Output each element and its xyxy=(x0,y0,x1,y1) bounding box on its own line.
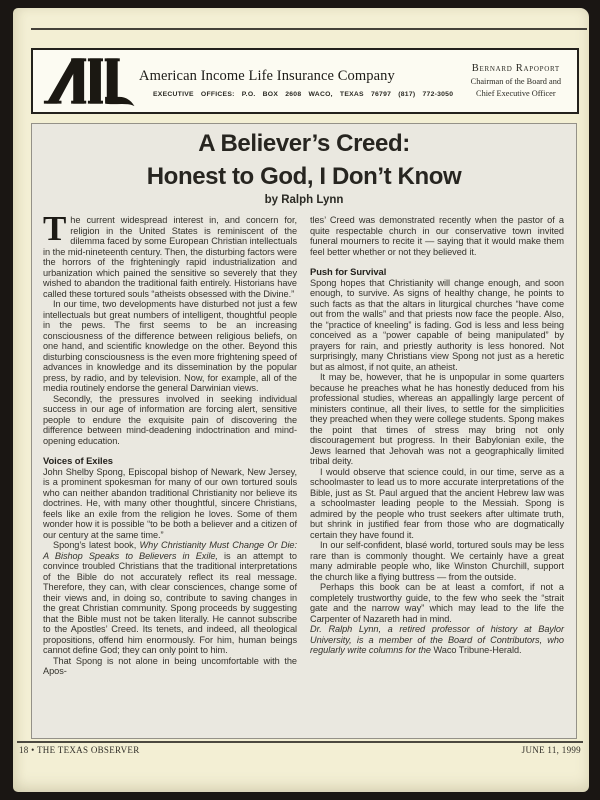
paragraph: I would observe that science could, in our time, serve as a schoolmaster to lead us to more accurate interpretations of the Bible, just as St. Paul argued that the ancient Hebrew law was a schoolmaster leading people to the Messiah. Spong is admired by the people who trust seekers after ultimate truth, but shrink in justified fear from those who are dogmatically certain they have found it. xyxy=(310,466,564,540)
paper-sheet xyxy=(13,8,589,792)
executive-name: Bernard Rapoport xyxy=(471,63,560,74)
letterhead xyxy=(31,48,579,114)
executive-title-line1: Chairman of the Board and xyxy=(470,76,561,86)
right-column xyxy=(310,215,564,677)
article-title-line1: A Believer’s Creed: xyxy=(198,130,410,157)
article xyxy=(31,123,577,739)
footer-rule xyxy=(17,741,583,743)
company-block xyxy=(139,68,453,98)
paragraph: John Shelby Spong, Episcopal bishop of Newark, New Jersey, is a prominent spokesman for many of our own tortured souls who can neither abandon traditional Christianity nor believe its doctrines. He, with many other thoughtful, sincere Christians, feels like an exile from the religion he loves. Some of them wonder how it is possible “to be both a believer and a citizen of our century at the same time.” xyxy=(43,466,297,540)
paragraph: The current widespread interest in, and concern for, religion in the United States is reminiscent of the dilemma faced by some European Christian intellectuals in the mid-nineteenth century. Then, the disturbing factors were the horrors of the frighteningly rapid industrialization and urbanization which pained the sensitive so severely that they wished to abandon the traditional faith entirely. Historians have called these tortured souls “atheists obsessed with the Divine.” xyxy=(43,209,297,299)
section-heading-push-for-survival: Push for Survival xyxy=(310,266,387,277)
paragraph: In our time, two developments have disturbed not just a few intellectuals but great numbers of intelligent, thoughtful people in the pews. The first seems to be an increasing consciousness of the difference between religious beliefs, on one hand, and scientific knowledge on the other. Beyond this disturbing consciousness is the even more frightening speed of advances in knowledge and its dissemination by the popular press, by radio, and by television. Now, for example, all of the media routinely endorse the general Darwinian views. xyxy=(43,299,297,393)
issue-date: JUNE 11, 1999 xyxy=(521,745,581,755)
newspaper-name: Waco Tribune-Herald. xyxy=(433,645,522,655)
footer xyxy=(19,745,581,755)
paragraph: It may be, however, that he is unpopular in some quarters because he preaches what he has honestly deduced from his professional studies, whereas an appallingly large percent of ministers continue, all their lives, to settle for the simplicities they preached when they were college students. Spong makes the point that times of stress may bring not only discouragement but progress. In their Babylonian exile, the Jews learned that Jehovah was not a geographically limited tribal deity. xyxy=(310,372,564,466)
paragraph: In our self-confident, blasé world, tortured souls may be less rare than is commonly thought. We certainly have a great many admirable people who, like Winston Churchill, support the church like a flying buttress — from the outside. xyxy=(310,540,564,582)
paragraph: Secondly, the pressures involved in seeking individual success in our age of information are forcing alert, sensitive people to endure the exquisite pain of discovering the difference between mind-deadening indoctrination and mind-opening education. xyxy=(43,393,297,446)
article-columns xyxy=(32,206,576,677)
author-bio: Dr. Ralph Lynn, a retired professor of history at Baylor University, is a member of the Board of Contributors, who regularly write columns for the Waco Tribune-Herald. xyxy=(310,624,564,655)
drop-cap: T xyxy=(43,209,67,248)
top-rule xyxy=(31,28,587,30)
section-heading-voices-of-exiles: Voices of Exiles xyxy=(43,455,113,466)
paragraph: Spong hopes that Christianity will change enough, and soon enough, to survive. As signs of healthy change, he points to such facts as that the altars in liturgical churches “have come out from the walls” and that priests now face the people. Also, the “practice of kneeling” is fading. God is less and less being conceived as a “power capable of being manipulated” by prayers for rain, and priestly authority is less honored. Not surprisingly, many Christians view Spong not just as a heretic but as almost, if not quite, an atheist. xyxy=(310,277,564,372)
book-title: Why Christianity Must Change Or Die: A Bishop Speaks to Believers in Exile, xyxy=(43,540,297,561)
ail-logo-icon xyxy=(43,55,137,107)
executive-offices-line: EXECUTIVE OFFICES: P.O. BOX 2608 WACO, TEXAS 76797 (817) 772-3050 xyxy=(153,91,454,98)
article-title-line2: Honest to God, I Don’t Know xyxy=(146,163,462,190)
paragraph: Perhaps this book can be at least a comfort, if not a completely trustworthy guide, to the few who seek the “strait gate and the narrow way” which may lead to the life the Carpenter of Nazareth had in mind. xyxy=(310,582,564,624)
left-column xyxy=(43,209,297,677)
executive-title-line2: Chief Executive Officer xyxy=(476,89,556,98)
paragraph: tles’ Creed was demonstrated recently when the pastor of a quite respectable church in our conservative town invited funeral mourners to recite it — saying that it would make them feel better whether or not they believed it. xyxy=(310,215,564,257)
paragraph: That Spong is not alone in being uncomfortable with the Apos- xyxy=(43,655,297,676)
page-number-and-publication: 18 • THE TEXAS OBSERVER xyxy=(19,745,140,755)
article-byline: by Ralph Lynn xyxy=(264,194,344,206)
executive-block xyxy=(471,63,561,99)
company-name: American Income Life Insurance Company xyxy=(139,68,395,84)
paragraph: Spong’s latest book, Why Christianity Must Change Or Die: A Bishop Speaks to Believers in Exile, is an attempt to convince troubled Christians that the traditional interpretations of the Bible do not accurately reflect its real message. Therefore, they can, with clear consciences, change some of their views and, in doing so, contribute to saving changes in the great Christian community. Spong proceeds by suggesting that the Bible must not be taken literally. He cannot subscribe to the Apostles’ Creed. Its tenets, and indeed, all theological propositions, offend him enormously. For him, human beings cannot define God; they can only point to him. xyxy=(43,540,297,655)
